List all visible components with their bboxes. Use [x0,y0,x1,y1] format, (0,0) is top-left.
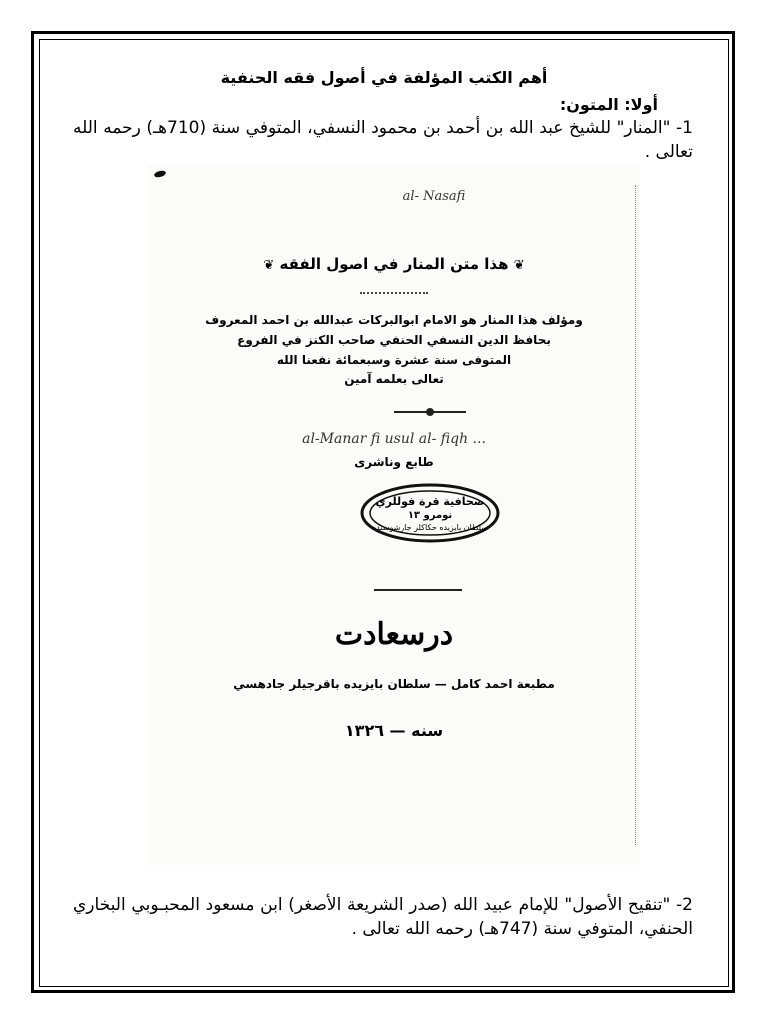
handwritten-annotation-mid: ... al-Manar fi usul al- fiqh [302,431,486,447]
separator-line [374,589,462,591]
seal-number: نومرو ١٣ [407,510,453,521]
book-title-text: هذا متن المنار في اصول الفقه [279,255,509,273]
margin-line [635,185,636,845]
press-line: مطبعة احمد كامل — سلطان بايزيده باقرجيلر جادهسي [233,677,555,691]
list-item-1: 1- "المنار" للشيخ عبد الله بن أحمد بن محمود النسفي، المتوفي سنة (710هـ) رحمه الله تعالى . [73,118,693,162]
section-heading: أولا: المتون: [559,95,658,114]
ornament-icon: ❦ [263,258,275,273]
seal-text-bottom: سلطان بايزيده حكاكلر جارشوسنده [371,523,489,532]
page-title: أهم الكتب المؤلفة في أصول فقه الحنفية [220,68,548,87]
publisher-label: طابع وناشرى [354,455,434,469]
book-title [148,255,640,273]
ornament-divider [394,409,466,415]
scanned-title-page [148,165,640,865]
list-item-2: 2- "تنقيح الأصول" للإمام عبيد الله (صدر الشريعة الأصغر) ابن مسعود المحبـوبي البخاري الحنفي، المتوفي سنة (747هـ) رحمه الله تعالى . [73,895,693,939]
author-line-4: تعالى بعلمه آمين [344,372,444,386]
publisher-seal [360,483,500,543]
author-line-1: ومؤلف هذا المنار هو الامام ابوالبركات عبدالله بن احمد المعروف [205,313,583,327]
seal-text-top: صحافية قرة فوللري [375,495,485,508]
year-line: سنه — ١٣٢٦ [344,721,444,740]
author-line-2: بحافظ الدين النسفي الحنفي صاحب الكنز في الفروع [237,333,551,347]
author-line-3: المتوفى سنة عشرة وسبعمائة نفعنا الله [276,353,512,367]
ink-mark [153,170,166,179]
location-calligraphy: درسعادت [334,617,454,652]
handwritten-annotation-top: al- Nasafi [402,189,466,204]
ornament-icon: ❦ [513,258,525,273]
title-divider [360,292,428,294]
